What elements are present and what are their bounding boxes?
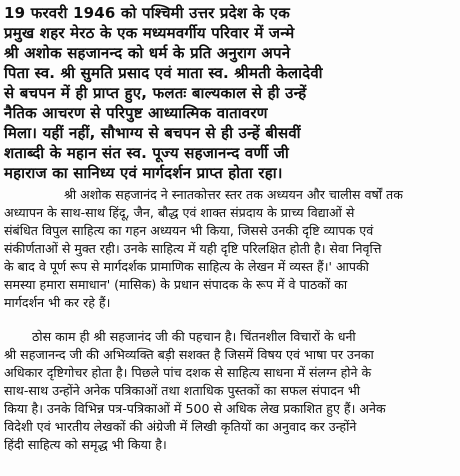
- text-line: प्रमुख शहर मेरठ के एक मध्यमवर्गीय परिवार में जन्मे: [4, 24, 295, 42]
- text-line: ठोस काम ही श्री सहजानंद जी की पहचान है। चिंतनशील विचारों के धनी: [32, 329, 356, 344]
- text-line: पिता स्व. श्री सुमति प्रसाद एवं माता स्व. श्रीमती केलादेवी: [4, 64, 323, 82]
- text-line: मार्गदर्शन भी कर रहे हैं।: [4, 295, 111, 310]
- text-line: श्री अशोक सहजानन्द को धर्म के प्रति अनुराग अपने: [4, 44, 291, 62]
- text-line: विदेशी एवं भारतीय लेखकों की अंग्रेजी में लिखी कृतियों का अनुवाद कर उन्होंने: [4, 419, 357, 434]
- text-line: किया है। उनके विभिन्न पत्र-पत्रिकाओं में 500 से अधिक लेख प्रकाशित हुए हैं। अनेक: [4, 401, 386, 416]
- text-line: अध्यापन के साथ-साथ हिंदू, जैन, बौद्ध एवं शाक्त संप्रदाय के प्राच्य विद्याओं से: [4, 205, 355, 220]
- text-line: 19 फरवरी 1946 को पश्चिमी उत्तर प्रदेश के एक: [4, 4, 290, 22]
- text-line: संबंधित विपुल साहित्य का गहन अध्ययन भी किया, जिससे उनकी दृष्टि व्यापक एवं: [4, 223, 374, 238]
- text-line: समस्या हमारा समाधान' (मासिक) के प्रधान संपादक के रूप में वे पाठकों का: [4, 277, 348, 292]
- text-line: साथ-साथ उन्होंने अनेक पत्रिकाओं तथा शताधिक पुस्तकों का सफल संपादन भी: [4, 383, 361, 398]
- text-line: श्री अशोक सहजानंद ने स्नातकोत्तर स्तर तक अध्ययन और चालीस वर्षों तक: [64, 187, 403, 202]
- text-line: के बाद वे पूर्ण रूप से मार्गदर्शक प्रामाणिक साहित्य के लेखन में व्यस्त हैं।' आपकी: [4, 259, 369, 274]
- text-line: शताब्दी के महान संत स्व. पूज्य सहजानन्द वर्णी जी: [4, 144, 290, 162]
- text-line: नैतिक आचरण से परिपुष्ट आध्यात्मिक वातावरण: [4, 104, 268, 122]
- text-line: हिंदी साहित्य को समृद्ध भी किया है।: [4, 437, 167, 452]
- text-line: महाराज का सानिध्य एवं मार्गदर्शन प्राप्त होता रहा।: [4, 164, 283, 182]
- text-line: श्री सहजानन्द जी की अभिव्यक्ति बड़ी सशक्त है जिसमें विषय एवं भाषा पर उनका: [4, 347, 374, 362]
- text-line: से बचपन में ही प्राप्त हुए, फलतः बाल्यकाल से ही उन्हें: [4, 84, 307, 102]
- text-line: अधिकार दृष्टिगोचर होता है। पिछले पांच दशक से साहित्य साधना में संलग्न होने के: [4, 365, 372, 380]
- text-line: संकीर्णताओं से मुक्त रही। उनके साहित्य में यही दृष्टि परिलक्षित होती है। सेवा निवृत्ति: [4, 241, 382, 256]
- text-line: मिला। यहीं नहीं, सौभाग्य से बचपन से ही उन्हें बीसवीं: [4, 124, 301, 142]
